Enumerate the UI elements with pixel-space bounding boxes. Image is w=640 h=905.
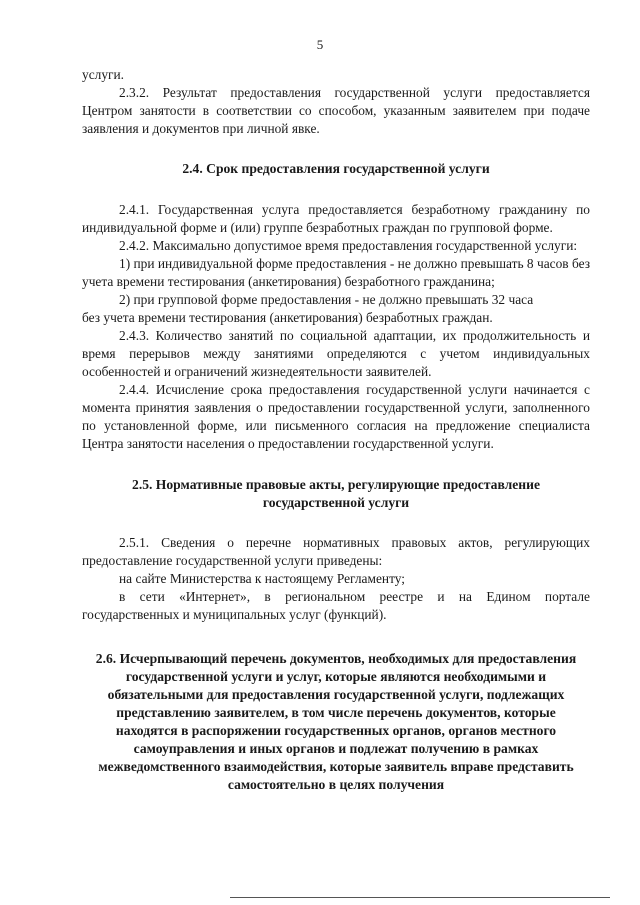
- paragraph-2-5-1-item-1: на сайте Министерства к настоящему Регламенту;: [119, 571, 405, 586]
- paragraph-continuation: услуги.: [82, 67, 125, 82]
- page-number: 5: [316, 37, 324, 52]
- paragraph-2-4-2-item-1: 1) при индивидуальной форме предоставления - не должно превышать 8 часов без учета времени тестирования (анкетирования) безработного гражданина;: [82, 256, 590, 289]
- paragraph-2-4-4: 2.4.4. Исчисление срока предоставления государственной услуги начинается с момента принятия заявления о предоставлении государственной услуги, заполненного по установленной форме, или письменного согласия на предложение специалиста Центра занятости населения о предоставлении государственной услуги.: [82, 382, 590, 451]
- section-title-2-6: 2.6. Исчерпывающий перечень документов, необходимых для предоставления государственной услуги и услуг, которые являются необходимыми и обязательными для предоставления государственной услуги, подлежащих представлению заявителем, в том числе перечень документов, которые находятся в распоряжении государственных органов, органов местного самоуправления и иных органов и подлежат получению в рамках межведомственного взаимодействия, которые заявитель вправе представить самостоятельно в целях получения: [95, 651, 577, 792]
- section-title-2-5: 2.5. Нормативные правовые акты, регулирующие предоставление государственной услуги: [132, 477, 540, 510]
- paragraph-2-5-1: 2.5.1. Сведения о перечне нормативных правовых актов, регулирующих предоставление государственной услуги приведены:: [82, 535, 590, 568]
- paragraph-2-4-2: 2.4.2. Максимально допустимое время предоставления государственной услуги:: [119, 238, 578, 253]
- paragraph-2-4-2-item-2-cont: без учета времени тестирования (анкетирования) безработных граждан.: [82, 310, 493, 325]
- footer-rule: [230, 897, 610, 898]
- paragraph-2-5-1-item-2: в сети «Интернет», в региональном реестре и на Едином портале государственных и муниципальных услуг (функций).: [82, 589, 590, 622]
- paragraph-2-4-2-item-2: 2) при групповой форме предоставления - не должно превышать 32 часа: [119, 292, 534, 307]
- paragraph-2-4-3: 2.4.3. Количество занятий по социальной адаптации, их продолжительность и время перерывов между занятиями определяются с учетом индивидуальных особенностей и ограничений жизнедеятельности заявителей.: [82, 328, 590, 379]
- document-body: [82, 66, 590, 794]
- section-title-2-4: 2.4. Срок предоставления государственной услуги: [182, 161, 490, 176]
- paragraph-2-4-1: 2.4.1. Государственная услуга предоставляется безработному гражданину по индивидуальной форме и (или) группе безработных граждан по групповой форме.: [82, 202, 590, 235]
- paragraph-2-3-2: 2.3.2. Результат предоставления государственной услуги предоставляется Центром занятости в соответствии со способом, указанным заявителем при подаче заявления и документов при личной явке.: [82, 85, 590, 136]
